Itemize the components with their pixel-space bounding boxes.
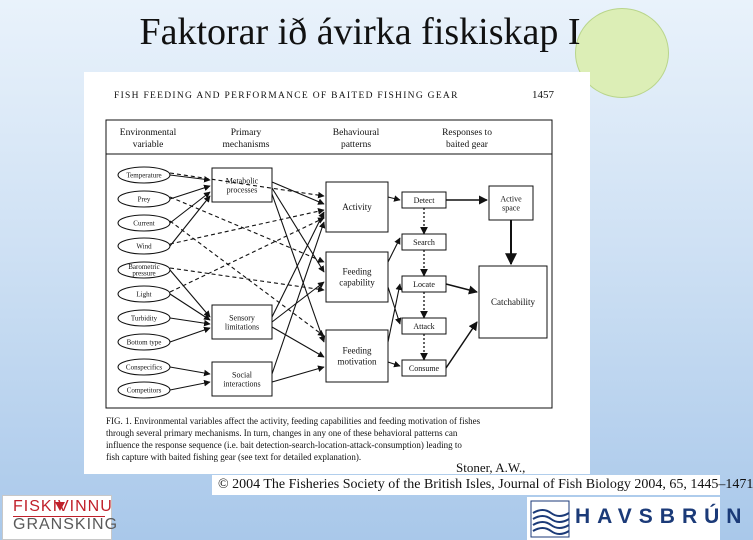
wave-icon xyxy=(529,499,573,539)
figure-image xyxy=(84,72,590,474)
env-variable-label: Barometric xyxy=(128,263,160,272)
column-header: patterns xyxy=(340,140,372,150)
column-header: Environmental xyxy=(119,128,177,138)
mechanism-label: Metabolic xyxy=(225,176,259,186)
env-to-pattern-dashed-arrow xyxy=(170,218,324,292)
logo-left-line1: FISKIVINNU xyxy=(13,498,113,515)
env-variable-label: Current xyxy=(133,219,155,228)
env-to-mechanism-arrow xyxy=(170,328,210,342)
locate-to-catch-arrow xyxy=(446,284,477,292)
pattern-label: Feeding xyxy=(342,345,372,356)
running-head: FISH FEEDING AND PERFORMANCE OF BAITED FISHING GEAR xyxy=(114,91,459,101)
env-to-pattern-dashed-arrow xyxy=(170,197,324,262)
figure-caption: FIG. 1. Environmental variables affect the activity, feeding capabilities and feeding motivation of fishes xyxy=(106,416,481,426)
column-header: Responses to xyxy=(442,128,492,138)
env-variable-label: Bottom type xyxy=(126,338,162,347)
mechanism-label: processes xyxy=(226,185,258,195)
pattern-label: Feeding xyxy=(342,266,372,277)
column-header: Behavioural xyxy=(332,128,380,138)
response-label: Attack xyxy=(413,322,435,331)
mechanism-label: Sensory xyxy=(229,313,255,323)
figure-caption: through several primary mechanisms. In turn, changes in any one of these behavioral patterns can xyxy=(106,428,458,438)
figure-caption: fish capture with baited fishing gear (see text for detailed explanation). xyxy=(106,452,362,462)
mechanism-label: Social xyxy=(232,370,252,380)
response-label: Locate xyxy=(413,280,435,289)
env-to-mechanism-arrow xyxy=(170,294,210,320)
pattern-to-response-arrow xyxy=(388,197,400,200)
env-variable-label: Prey xyxy=(137,195,151,204)
env-to-mechanism-arrow xyxy=(170,270,210,317)
triangle-icon xyxy=(55,502,65,511)
mechanism-to-pattern-arrow xyxy=(272,222,324,374)
havsbrun-logo xyxy=(527,497,749,540)
env-to-mechanism-arrow xyxy=(170,318,210,324)
env-to-mechanism-arrow xyxy=(170,175,210,180)
active-space-label: Active xyxy=(500,194,522,204)
env-to-mechanism-arrow xyxy=(170,367,210,374)
env-variable-label: pressure xyxy=(132,269,156,278)
env-variable-label: Competitors xyxy=(126,386,162,395)
author-citation: Stoner, A.W., xyxy=(456,460,526,475)
figure-caption: influence the response sequence (i.e. bait detection-search-location-attack-consumption) leading to xyxy=(106,440,462,450)
pattern-to-response-arrow xyxy=(388,238,400,262)
env-variable-label: Turbidity xyxy=(130,314,158,323)
slide-title: Faktorar ið ávirka fiskiskap I xyxy=(139,11,581,53)
flow-diagram xyxy=(84,72,590,474)
response-label: Consume xyxy=(408,364,440,373)
column-header: Primary xyxy=(230,128,262,138)
env-variable-label: Light xyxy=(136,290,152,299)
env-to-pattern-dashed-arrow xyxy=(170,210,324,244)
logo-left-line2: GRANSKING xyxy=(13,516,119,533)
catchability-label: Catchability xyxy=(491,297,535,307)
response-label: Detect xyxy=(413,196,435,205)
pattern-to-response-arrow xyxy=(388,362,400,366)
env-variable-label: Wind xyxy=(136,242,152,251)
mechanism-label: interactions xyxy=(223,379,261,389)
logo-right-text: HAVSBRÚN xyxy=(575,505,749,528)
env-to-mechanism-arrow xyxy=(170,382,210,390)
pattern-label: motivation xyxy=(337,356,377,367)
env-to-mechanism-arrow xyxy=(170,196,210,246)
journal-credit: © 2004 The Fisheries Society of the British Isles, Journal of Fish Biology 2004, 65, 1445–1471 xyxy=(218,477,753,492)
page-number: 1457 xyxy=(532,89,554,101)
mechanism-to-pattern-arrow xyxy=(272,367,324,382)
fiskivinnu-logo xyxy=(2,495,119,540)
pattern-label: Activity xyxy=(342,202,372,213)
env-variable-label: Temperature xyxy=(126,171,162,180)
column-header: mechanisms xyxy=(222,140,270,150)
pattern-label: capability xyxy=(339,277,375,288)
response-label: Search xyxy=(413,238,435,247)
active-space-label: space xyxy=(502,203,520,213)
column-header: baited gear xyxy=(446,140,488,150)
env-variable-label: Conspecifics xyxy=(125,363,163,372)
mechanism-to-pattern-arrow xyxy=(272,212,324,317)
mechanism-label: limitations xyxy=(224,322,260,332)
mechanism-to-pattern-arrow xyxy=(272,194,324,342)
env-to-pattern-dashed-arrow xyxy=(170,268,324,290)
consume-to-catch-arrow xyxy=(446,322,477,368)
column-header: variable xyxy=(132,140,164,150)
